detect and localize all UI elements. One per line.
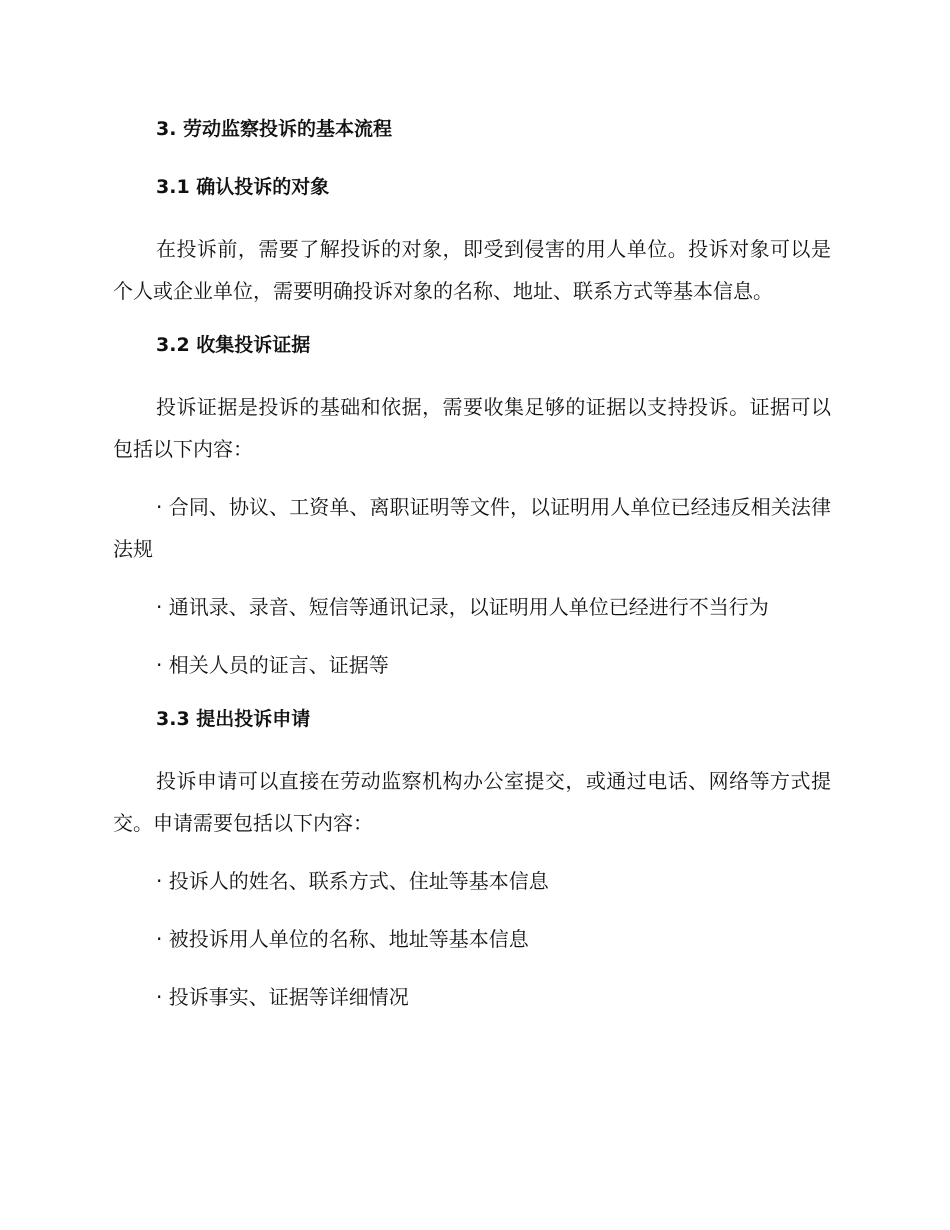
document-page: [113, 112, 831, 1034]
list-item: · 投诉事实、证据等详细情况: [156, 985, 409, 1009]
section-title: 3. 劳动监察投诉的基本流程: [156, 118, 393, 140]
list-item: · 合同、协议、工资单、离职证明等文件，以证明用人单位已经违反相关法律法规: [113, 495, 831, 561]
subsection-3-3-heading: 3.3 提出投诉申请: [156, 708, 311, 730]
subsection-3-2-paragraph: 投诉证据是投诉的基础和依据，需要收集足够的证据以支持投诉。证据可以包括以下内容：: [113, 395, 831, 461]
list-item: · 被投诉用人单位的名称、地址等基本信息: [156, 927, 529, 951]
subsection-3-2-heading: 3.2 收集投诉证据: [156, 334, 311, 356]
subsection-3-1-heading: 3.1 确认投诉的对象: [156, 176, 330, 198]
list-item: · 相关人员的证言、证据等: [156, 653, 389, 677]
subsection-3-1-paragraph: 在投诉前，需要了解投诉的对象，即受到侵害的用人单位。投诉对象可以是个人或企业单位，需要明确投诉对象的名称、地址、联系方式等基本信息。: [113, 237, 831, 303]
list-item: · 投诉人的姓名、联系方式、住址等基本信息: [156, 869, 549, 893]
subsection-3-3-paragraph: 投诉申请可以直接在劳动监察机构办公室提交，或通过电话、网络等方式提交。申请需要包括以下内容：: [113, 769, 831, 835]
list-item: · 通讯录、录音、短信等通讯记录，以证明用人单位已经进行不当行为: [156, 595, 769, 619]
